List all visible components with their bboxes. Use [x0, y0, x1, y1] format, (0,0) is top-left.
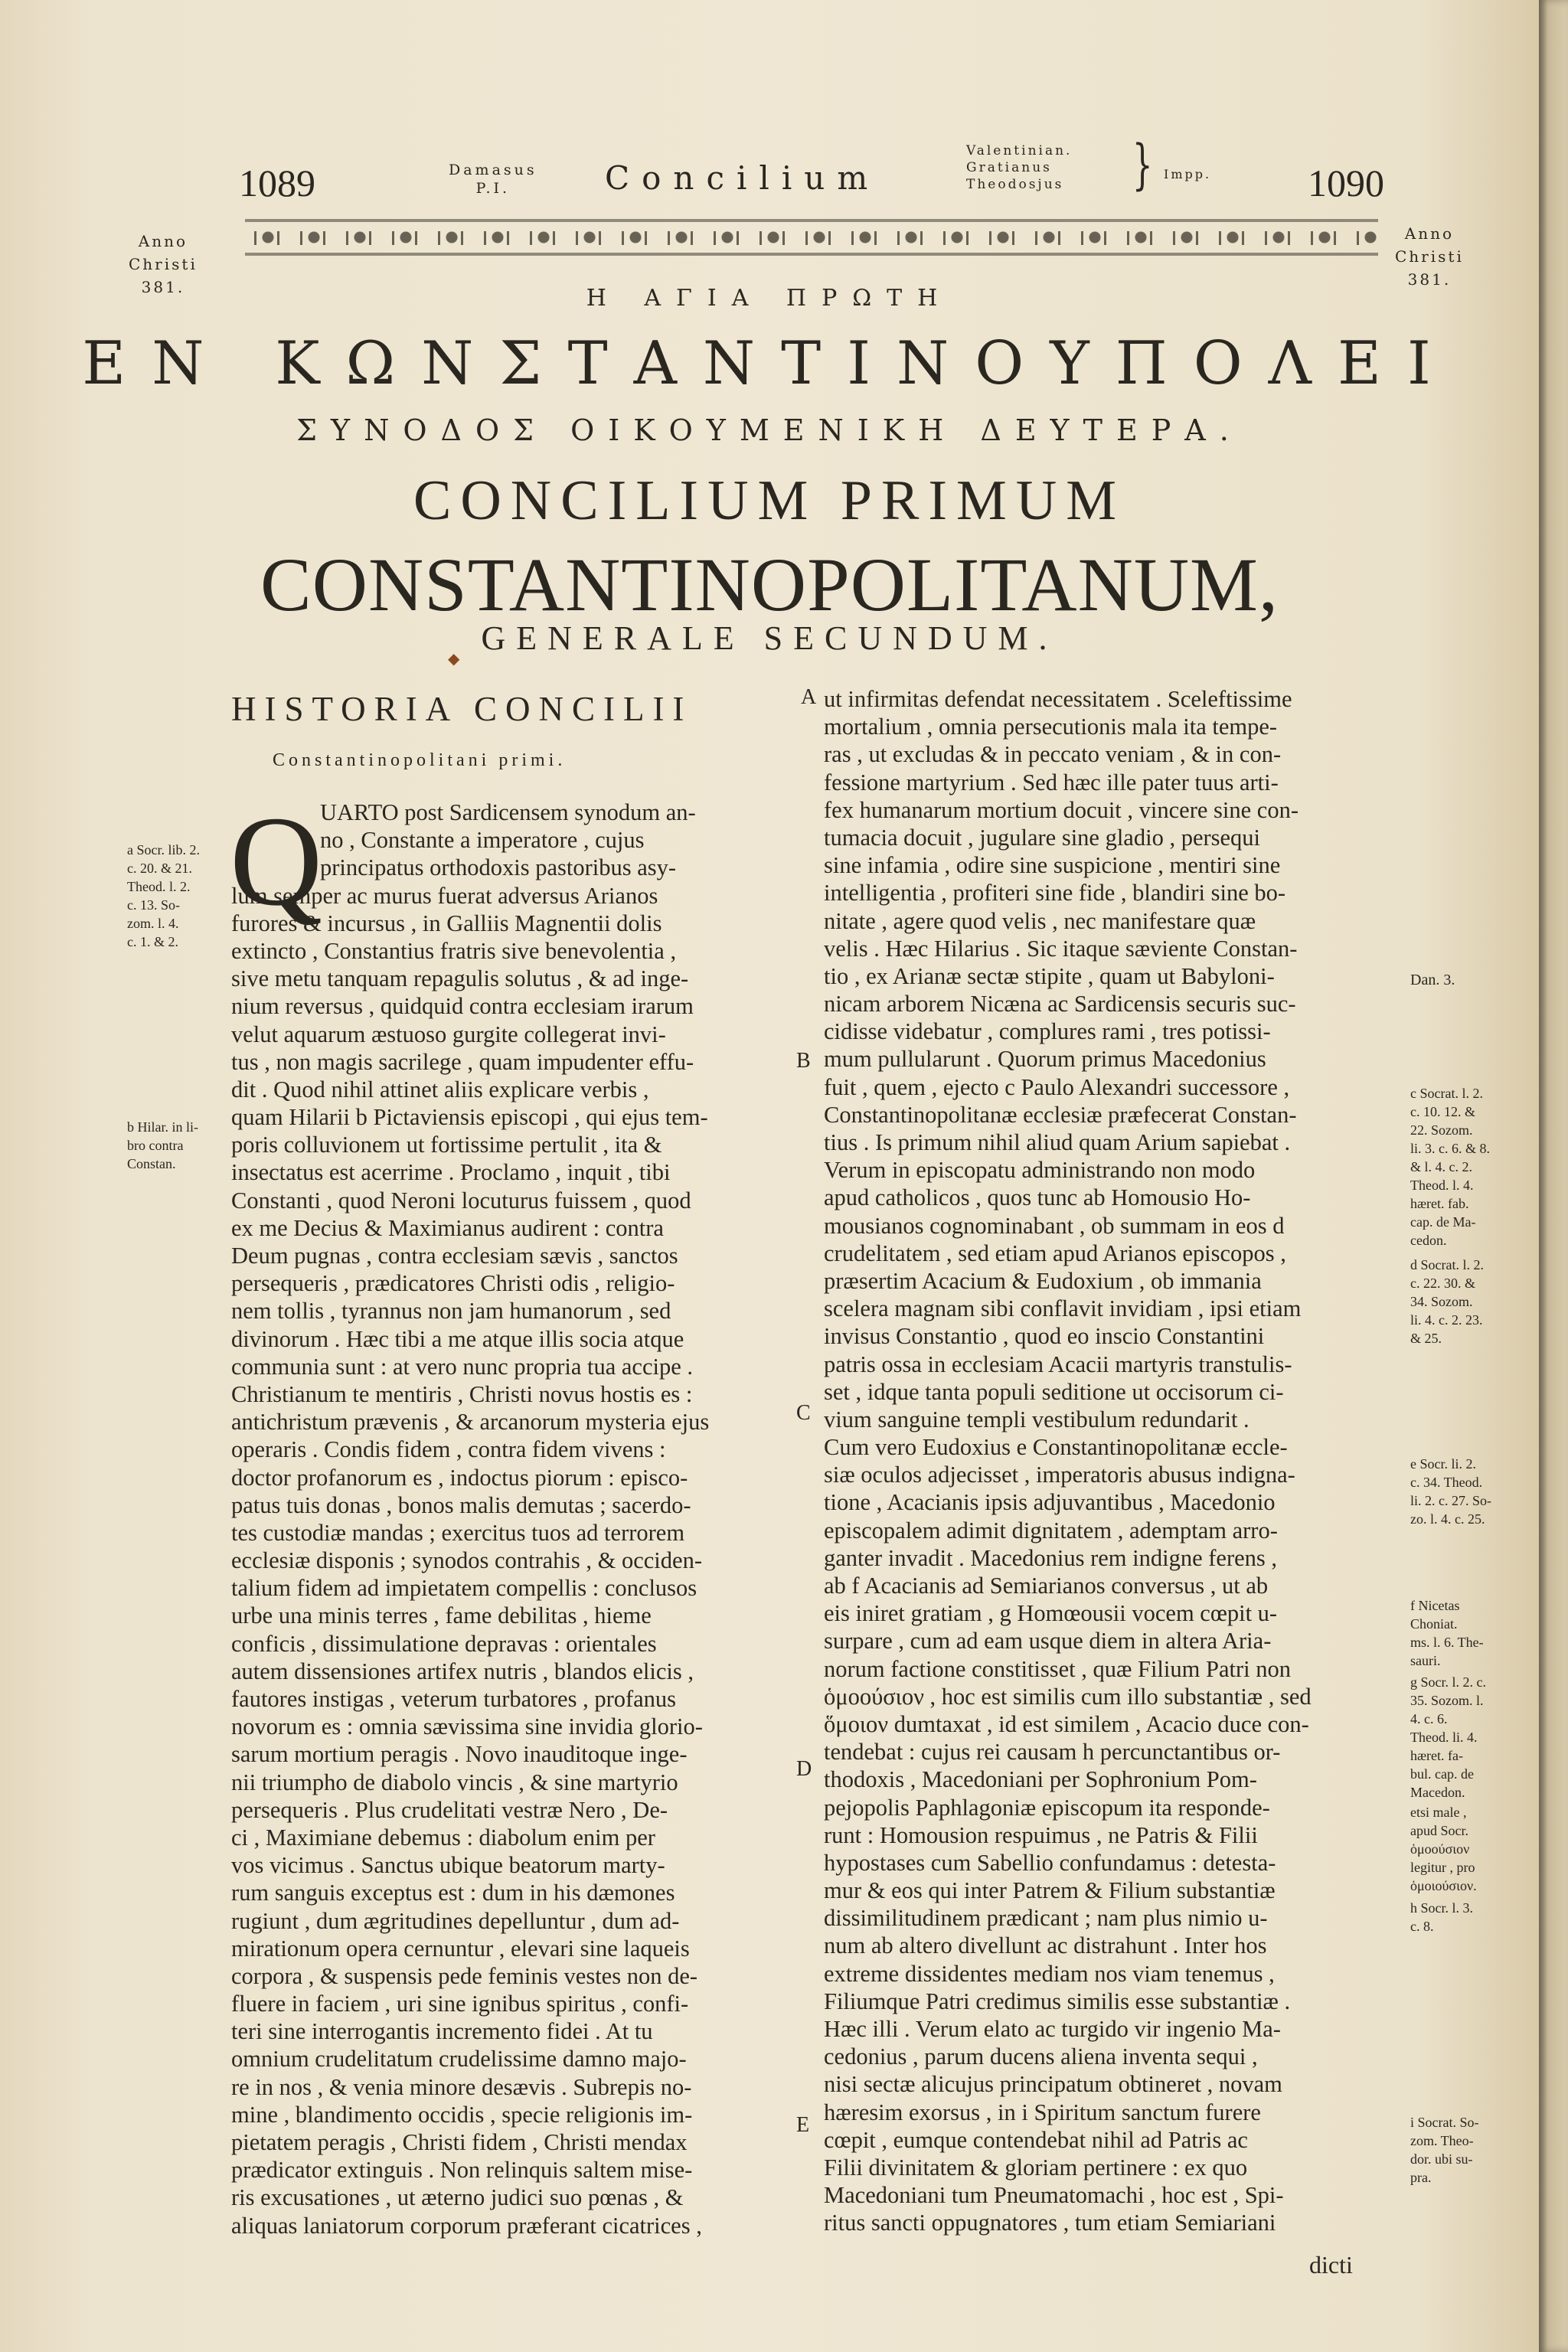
text-line: fluere in faciem , uri sine ignibus spiritus , confi- [231, 1991, 689, 2017]
page-number-right: 1090 [1308, 162, 1384, 204]
text-line: cidisse videbatur , complures rami , tres potissi- [824, 1018, 1271, 1045]
text-line: surpare , cum ad eam usque diem in altera Aria- [824, 1628, 1272, 1655]
text-line: extincto , Constantius fratris sive benevolentia , [231, 937, 677, 964]
greek-title-line-1: Η ΑΓΙΑ ΠΡΩΤΗ [586, 285, 953, 312]
note-line: a Socr. lib. 2. [127, 842, 200, 858]
text-line: nitate , agere quod velis , nec manifestare quæ [824, 907, 1256, 934]
marginal-note [1410, 1803, 1477, 1895]
text-line: fex humanarum mortium docuit , vincere sine con- [824, 796, 1298, 823]
year-note-right [1395, 222, 1464, 291]
text-line: divinorum . Hæc tibi a me atque illis socia atque [231, 1325, 684, 1352]
text-line: scelera magnam sibi conflavit invidiam , ipsi etiam [824, 1295, 1302, 1322]
marginal-note [1410, 971, 1455, 989]
note-line: zo. l. 4. c. 25. [1410, 1511, 1485, 1527]
text-line: præsertim Acacium & Eudoxium , ob immania [824, 1267, 1262, 1294]
note-line: Dan. 3. [1410, 972, 1455, 988]
marginal-note [1410, 1673, 1486, 1802]
text-line: Christianum te mentiris , Christi novus hostis es : [231, 1380, 693, 1407]
margin-letter: A [801, 685, 817, 709]
text-line: thodoxis , Macedoniani per Sophronium Pom- [824, 1766, 1257, 1793]
note-line: cedon. [1410, 1233, 1447, 1248]
text-line: omnium crudelitatum crudelissime damno majo- [231, 2046, 687, 2073]
margin-letter: B [796, 1049, 811, 1073]
text-line: pejopolis Paphlagoniæ episcopum ita responde- [824, 1794, 1270, 1821]
marginal-note [1410, 1899, 1473, 1936]
text-line: cœpit , eumque contendebat nihil ad Patris ac [824, 2126, 1248, 2153]
text-line: dissimilitudinem prædicant ; nam plus nimio u- [824, 1905, 1268, 1932]
text-line: episcopalem adimit dignitatem , ademptam arro- [824, 1517, 1278, 1544]
latin-title-line-1: CONCILIUM PRIMUM [413, 469, 1125, 532]
text-line: mur & eos qui inter Patrem & Filium substantiæ [824, 1877, 1276, 1904]
text-line: fautores instigas , veterum turbatores , profanus [231, 1686, 677, 1712]
text-line: UARTO post Sardicensem synodum an- [320, 799, 696, 825]
greek-title-line-3: ΣΥΝΟΔΟΣ ΟΙΚΟΥΜΕΝΙΚΗ ΔΕΥΤΕΡΑ. [296, 413, 1243, 447]
text-line: rum sanguis exceptus est : dum in his dæmones [231, 1880, 675, 1906]
note-line: Theod. l. 4. [1410, 1178, 1474, 1193]
note-line: etsi male , [1410, 1805, 1467, 1820]
text-line: autem dissensiones artifex nutris , blandos elicis , [231, 1658, 694, 1684]
text-line: persequeris , prædicatores Christi odis , religio- [231, 1270, 675, 1297]
text-line: ras , ut excludas & in peccato veniam , & in con- [824, 741, 1282, 768]
margin-letter: C [796, 1401, 811, 1425]
section-subheading: Constantinopolitani primi. [273, 750, 567, 770]
text-line: teri sine interrogantis incremento fidei . At tu [231, 2018, 653, 2045]
text-line: persequeris . Plus crudelitati vestræ Nero , De- [231, 1796, 668, 1823]
margin-letter: E [796, 2113, 810, 2137]
note-line: 34. Sozom. [1410, 1294, 1473, 1309]
christi-word: Christi [1395, 247, 1464, 266]
marginal-note [127, 841, 200, 951]
brace-glyph: } [1132, 133, 1153, 196]
note-line: Choniat. [1410, 1616, 1458, 1632]
text-line: pietatem peragis , Christi fidem , Christi mendax [231, 2129, 688, 2155]
text-line: ci , Maximiane debemus : diabolum enim per [231, 1824, 655, 1851]
text-line: velis . Hæc Hilarius . Sic itaque sæviente Constan- [824, 935, 1298, 962]
text-line: nii triumpho de diabolo vincis , & sine martyrio [231, 1769, 678, 1795]
text-line: novorum es : omnia sævissima sine invidia glorio- [231, 1713, 703, 1740]
christi-word: Christi [129, 255, 198, 273]
note-line: ὁμοούσιον [1410, 1841, 1470, 1857]
text-line: tumacia docuit , jugulare sine gladio , persequi [824, 824, 1261, 851]
text-line: principatus orthodoxis pastoribus asy- [320, 854, 677, 881]
note-line: cap. de Ma- [1410, 1214, 1476, 1230]
text-line: tes custodiæ mandas ; exercitus tuos ad terrorem [231, 1519, 685, 1546]
marginal-note [1410, 2113, 1479, 2187]
text-line: ritus sancti oppugnatores , tum etiam Semiariani [824, 2210, 1276, 2236]
text-line: operaris . Condis fidem , contra fidem vivens : [231, 1436, 666, 1463]
marginal-note [1410, 1455, 1491, 1528]
note-line: li. 4. c. 2. 23. [1410, 1312, 1483, 1328]
text-line: sine infamia , odire sine suspicione , mentiri sine [824, 852, 1281, 879]
marginal-note [1410, 1596, 1484, 1670]
text-line: ex me Decius & Maximianus audirent : contra [231, 1214, 664, 1241]
note-line: bro contra [127, 1138, 184, 1153]
note-line: i Socrat. So- [1410, 2115, 1479, 2130]
year: 381. [1407, 270, 1452, 289]
note-line: ὁμοιούσιον. [1410, 1878, 1477, 1893]
marginal-note [127, 1118, 198, 1173]
text-line: Filii divinitatem & gloriam pertinere : ex quo [824, 2154, 1248, 2180]
text-line: nisi sectæ alicujus principatum obtineret , novam [824, 2071, 1282, 2098]
note-line: e Socr. li. 2. [1410, 1456, 1476, 1472]
ornament-dot: ◆ [448, 649, 460, 668]
text-line: lum semper ac murus fuerat adversus Arianos [231, 882, 658, 909]
text-line: nium reversus , quidquid contra ecclesiam irarum [231, 993, 694, 1020]
note-line: & l. 4. c. 2. [1410, 1159, 1472, 1174]
note-line: legitur , pro [1410, 1860, 1475, 1875]
note-line: c. 10. 12. & [1410, 1104, 1475, 1119]
pope-number: P.I. [475, 180, 511, 197]
running-head-impp: Impp. [1164, 167, 1212, 181]
text-line: quam Hilarii b Pictaviensis episcopi , qui ejus tem- [231, 1104, 708, 1131]
text-line: sive metu tanquam repagulis solutus , & ad inge- [231, 965, 689, 992]
text-line: siæ oculos adjecisset , imperatoris abusus indigna- [824, 1462, 1295, 1488]
text-line: insectatus est acerrime . Proclamo , inquit , tibi [231, 1159, 671, 1186]
text-line: Deum pugnas , contra ecclesiam sævis , sanctos [231, 1243, 678, 1269]
text-line: no , Constante a imperatore , cujus [320, 827, 645, 854]
text-line: conficis , dissimulatione depravas : orientales [231, 1630, 657, 1657]
text-line: vos vicimus . Sanctus ubique beatorum marty- [231, 1852, 665, 1879]
note-line: b Hilar. in li- [127, 1119, 198, 1135]
running-head-pope [449, 161, 537, 198]
running-head-title: Concilium [605, 159, 880, 197]
note-line: 4. c. 6. [1410, 1711, 1448, 1726]
text-line: vium sanguine templi vestibulum redundarit . [824, 1406, 1250, 1432]
text-line: patris ossa in ecclesiam Acacii martyris transtulis- [824, 1351, 1292, 1377]
text-line: dit . Quod nihil attinet aliis explicare verbis , [231, 1076, 649, 1102]
note-line: pra. [1410, 2170, 1432, 2185]
note-line: li. 2. c. 27. So- [1410, 1493, 1491, 1508]
section-heading: HISTORIA CONCILII [231, 690, 693, 728]
text-line: ecclesiæ disponis ; synodos contrahis , & occiden- [231, 1547, 702, 1574]
text-line: apud catholicos , quos tunc ab Homousio Ho- [824, 1184, 1251, 1211]
text-line: mousianos cognominabant , ob summam in eos d [824, 1212, 1285, 1239]
text-line: ris excusationes , ut æterno judici suo pœnas , & [231, 2184, 684, 2211]
text-line: num ab altero divellunt ac distrahunt . Inter hos [824, 1932, 1267, 1959]
text-line: tione , Acacianis ipsis adjuvantibus , Macedonio [824, 1489, 1276, 1516]
note-line: g Socr. l. 2. c. [1410, 1674, 1486, 1690]
note-line: h Socr. l. 3. [1410, 1900, 1474, 1916]
note-line: d Socrat. l. 2. [1410, 1257, 1484, 1272]
note-line: hæret. fab. [1410, 1196, 1469, 1211]
text-line: Macedoniani tum Pneumatomachi , hoc est , Spi- [824, 2182, 1284, 2209]
note-line: c. 20. & 21. [127, 861, 192, 876]
note-line: bul. cap. de [1410, 1766, 1474, 1782]
text-line: communia sunt : at vero nunc propria tua accipe . [231, 1353, 694, 1380]
greek-title-line-2: ΕΝ ΚΩΝΣΤΑΝΤΙΝΟΥΠΟΛΕΙ [82, 329, 1457, 398]
text-line: nicam arborem Nicæna ac Sardicensis securis suc- [824, 991, 1296, 1018]
note-line: apud Socr. [1410, 1823, 1468, 1838]
text-line: mum pullularunt . Quorum primus Macedonius [824, 1046, 1266, 1073]
text-line: norum factione constitisset , quæ Filium Patri non [824, 1655, 1291, 1682]
text-line: talium fidem ad impietatem compellis : conclusos [231, 1575, 697, 1602]
text-line: cedonius , parum ducens aliena inventa sequi , [824, 2043, 1258, 2070]
note-line: dor. ubi su- [1410, 2151, 1473, 2167]
text-line: rugiunt , dum ægritudines depelluntur , dum ad- [231, 1907, 680, 1934]
latin-title-line-3: GENERALE SECUNDUM. [481, 619, 1058, 657]
text-line: crudelitatem , sed etiam apud Arianos episcopos , [824, 1240, 1286, 1266]
pope-name: Damasus [449, 162, 537, 178]
text-line: fessione martyrium . Sed hæc ille pater tuus arti- [824, 769, 1279, 795]
text-line: Verum in episcopatu administrando non modo [824, 1157, 1256, 1184]
page-number-left: 1089 [239, 162, 315, 204]
catchword: dicti [1309, 2251, 1353, 2278]
ornamental-band [245, 214, 1378, 260]
text-line: tus , non magis sacrilege , quam impudenter effu- [231, 1048, 694, 1075]
text-line: runt : Homousion respuimus , ne Patris & Filii [824, 1821, 1258, 1848]
note-line: ms. l. 6. The- [1410, 1635, 1484, 1650]
text-line: aliquas laniatorum corporum præferant cicatrices , [231, 2212, 702, 2239]
drop-cap: Q [230, 790, 323, 933]
note-line: & 25. [1410, 1331, 1442, 1346]
text-line: urbe una minis terres , fame debilitas , hieme [231, 1602, 652, 1629]
text-line: mirationum opera cernuntur , elevari sine laqueis [231, 1935, 690, 1962]
note-line: Constan. [127, 1156, 176, 1171]
anno-word: Anno [1404, 224, 1455, 243]
text-line: intelligentia , profiteri sine fide , blandiri sine bo- [824, 880, 1286, 906]
text-line: corpora , & suspensis pede feminis vestes non de- [231, 1962, 698, 1989]
note-line: c Socrat. l. 2. [1410, 1086, 1483, 1101]
note-line: c. 22. 30. & [1410, 1276, 1475, 1291]
text-line: tio , ex Arianæ sectæ stipite , quam ut Babyloni- [824, 962, 1275, 989]
note-line: c. 8. [1410, 1919, 1434, 1934]
text-line: tendebat : cujus rei causam h percunctantibus or- [824, 1739, 1281, 1766]
note-line: f Nicetas [1410, 1598, 1460, 1613]
text-line: poris colluvionem ut fortissime pertulit , ita & [231, 1132, 662, 1158]
text-line: re in nos , & venia minore desævis . Subrepis no- [231, 2073, 692, 2100]
text-column-left [231, 799, 784, 2239]
text-line: Constanti , quod Neroni locuturus fuissem , quod [231, 1187, 691, 1214]
text-line: ut infirmitas defendat necessitatem . Sceleftissime [824, 686, 1292, 712]
anno-word: Anno [138, 232, 188, 250]
text-line: ὁμοούσιον , hoc est similis cum illo substantiæ , sed [824, 1683, 1312, 1710]
text-line: velut aquarum æstuoso gurgite collegerat invi- [231, 1021, 666, 1047]
text-line: eis iniret gratiam , g Homœousii vocem cœpit u- [824, 1600, 1278, 1627]
facing-page-edge [1539, 0, 1568, 2352]
text-line: Filiumque Patri credimus similis esse substantiæ . [824, 1988, 1291, 2014]
text-line: ab f Acacianis ad Semiarianos conversus , ut ab [824, 1573, 1269, 1599]
text-line: set , idque tanta populi seditione ut occisorum ci- [824, 1378, 1284, 1405]
margin-letter: D [796, 1757, 812, 1781]
latin-title-line-2: CONSTANTINOPOLITANUM, [260, 542, 1279, 627]
note-line: sauri. [1410, 1653, 1441, 1668]
note-line: Theod. li. 4. [1410, 1730, 1478, 1745]
text-line: patus tuis donas , bonos malis demutas ; sacerdo- [231, 1491, 691, 1518]
note-line: c. 34. Theod. [1410, 1475, 1483, 1490]
text-line: tius . Is primum nihil aliud quam Arium sapiebat . [824, 1129, 1291, 1155]
note-line: zom. l. 4. [127, 916, 179, 931]
text-column-right [824, 685, 1398, 2237]
running-head-emperors [966, 142, 1072, 193]
text-line: ὅμοιον dumtaxat , id est similem , Acacio duce con- [824, 1710, 1309, 1737]
text-line: extreme dissidentes mediam nos viam tenemus , [824, 1960, 1275, 1987]
emperor-name: Theodosjus [966, 177, 1064, 192]
text-line: invisus Constantio , quod eo inscio Constantini [824, 1323, 1265, 1350]
note-line: 35. Sozom. l. [1410, 1693, 1484, 1708]
text-line: mine , blandimento occidis , specie religionis im- [231, 2101, 693, 2128]
note-line: c. 13. So- [127, 897, 180, 913]
note-line: Theod. l. 2. [127, 879, 191, 894]
text-line: mortalium , omnia persecutionis mala ita tempe- [824, 714, 1278, 740]
text-line: Constantinopolitanæ ecclesiæ præfecerat Constan- [824, 1101, 1297, 1128]
text-line: antichristum prævenis , & arcanorum mysteria ejus [231, 1409, 710, 1436]
note-line: hæret. fa- [1410, 1748, 1463, 1763]
note-line: Macedon. [1410, 1785, 1465, 1800]
text-line: doctor profanorum es , indoctus piorum : episco- [231, 1464, 688, 1491]
note-line: li. 3. c. 6. & 8. [1410, 1141, 1490, 1156]
text-line: hypostases cum Sabellio confundamus : detesta- [824, 1849, 1276, 1876]
text-line: fuit , quem , ejecto c Paulo Alexandri successore , [824, 1073, 1290, 1100]
text-line: furores & incursus , in Galliis Magnentii dolis [231, 910, 662, 936]
text-line: ganter invadit . Macedonius rem indigne ferens , [824, 1544, 1278, 1571]
year: 381. [141, 278, 185, 296]
text-line: hæresim exorsus , in i Spiritum sanctum furere [824, 2099, 1261, 2125]
text-line: Cum vero Eudoxius e Constantinopolitanæ eccle- [824, 1434, 1288, 1461]
marginal-note [1410, 1084, 1490, 1250]
note-line: c. 1. & 2. [127, 934, 178, 949]
text-line: nem tollis , tyrannus non jam humanorum , sed [231, 1298, 671, 1325]
marginal-note [1410, 1256, 1484, 1348]
text-line: prædicator extinguis . Non relinquis saltem mise- [231, 2157, 693, 2184]
text-line: sarum mortium peragis . Novo inauditoque inge- [231, 1741, 688, 1768]
text-line: Hæc illi . Verum elato ac turgido vir ingenio Ma- [824, 2016, 1281, 2042]
note-line: zom. Theo- [1410, 2133, 1474, 2148]
emperor-name: Valentinian. [966, 143, 1073, 158]
emperor-name: Gratianus [966, 160, 1052, 175]
note-line: 22. Sozom. [1410, 1122, 1473, 1138]
